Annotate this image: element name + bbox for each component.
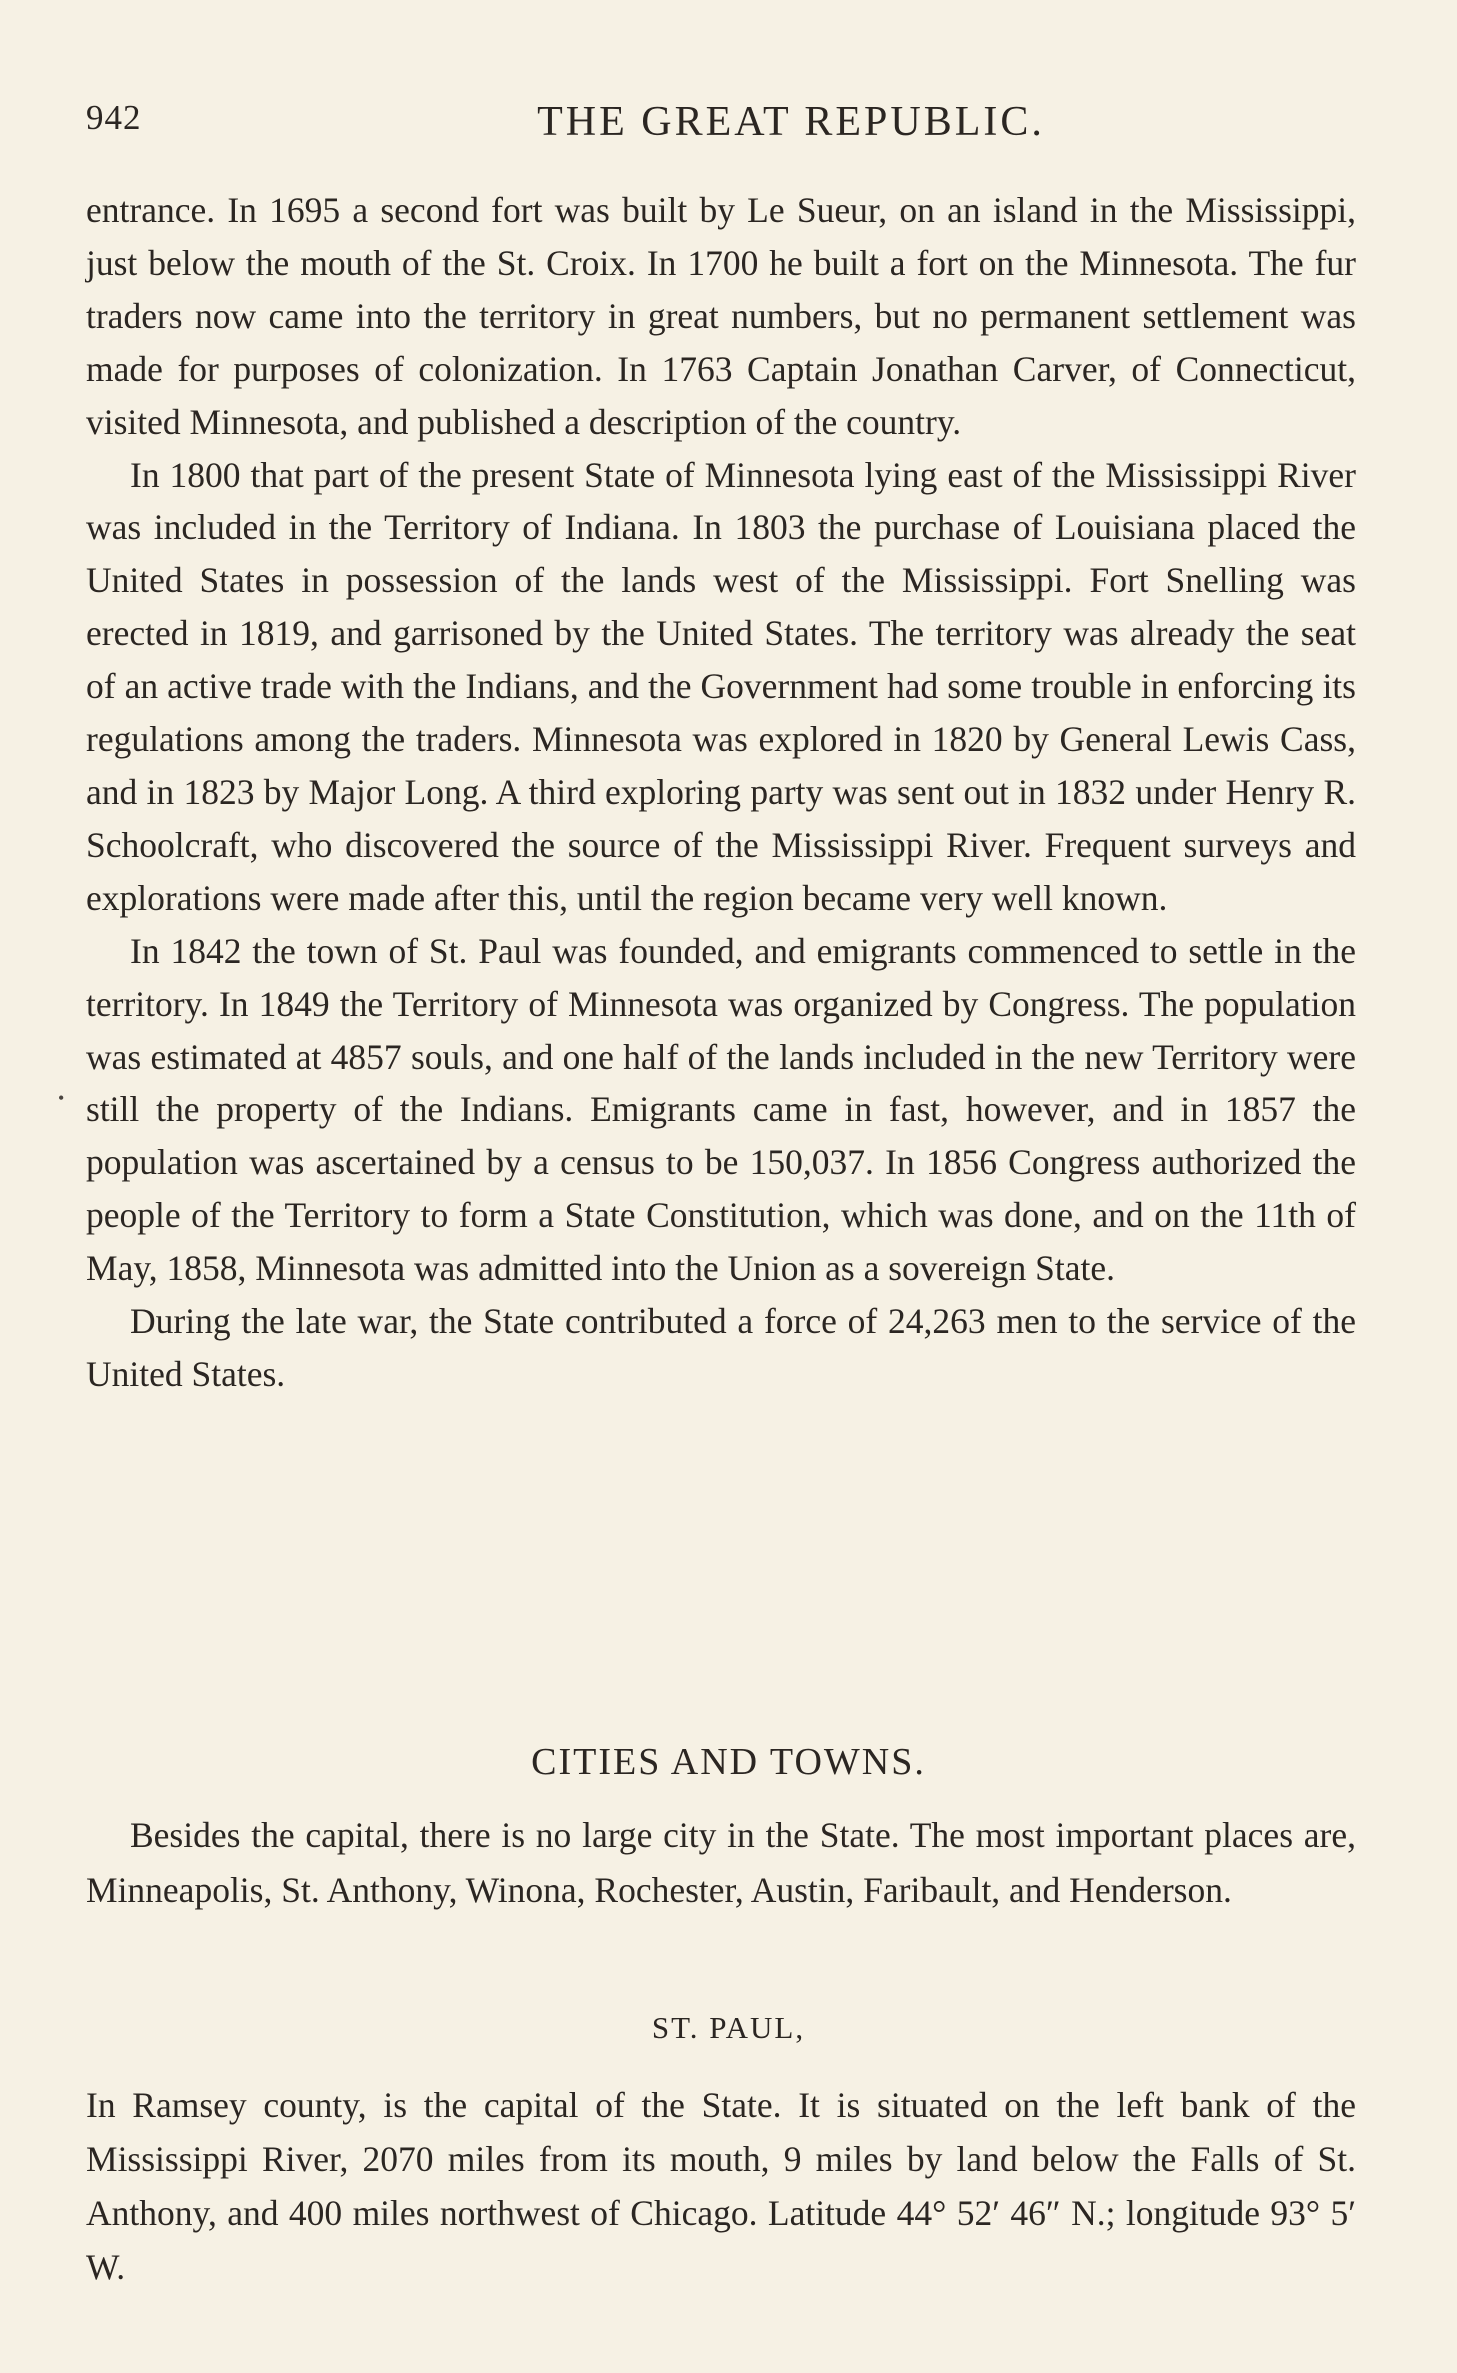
subsection-heading-st-paul: ST. PAUL,	[651, 2010, 806, 2045]
cities-text	[86, 1808, 1356, 1918]
section-heading-cities: CITIES AND TOWNS.	[531, 1741, 926, 1783]
paragraph-statehood: In 1842 the town of St. Paul was founded, and emigrants commenced to settle in the territory. In 1849 the Territory of Minnesota was organized by Congress. The population was estimated at 4857 souls, and one half of the lands included in the new Territory were still the property of the Indians. Emigrants came in fast, however, and in 1857 the population was ascertained by a census to be 150,037. In 1856 Congress authorized the people of the Territory to form a State Constitution, which was done, and on the 11th of May, 1858, Minnesota was admitted into the Union as a sovereign State.	[86, 930, 1356, 1289]
margin-mark: •	[58, 1088, 65, 1108]
paragraph-continuation: entrance. In 1695 a second fort was built by Le Sueur, on an island in the Mississippi, just below the mouth of the St. Croix. In 1700 he built a fort on the Minnesota. The fur traders now came into the territory in great numbers, but no permanent settlement was made for purposes of colonization. In 1763 Captain Jonathan Carver, of Connecticut, visited Minnesota, and published a description of the country.	[86, 190, 1356, 442]
paragraph-war-service: During the late war, the State contributed a force of 24,263 men to the service of the United States.	[86, 1301, 1356, 1394]
page-number: 942	[86, 98, 142, 137]
st-paul-text	[86, 2078, 1356, 2294]
paragraph-st-paul: In Ramsey county, is the capital of the State. It is situated on the left bank of the Mississippi River, 2070 miles from its mouth, 9 miles by land below the Falls of St. Anthony, and 400 miles northwest of Chicago. Latitude 44° 52′ 46″ N.; longitude 93° 5′ W.	[86, 2085, 1356, 2287]
running-title: THE GREAT REPUBLIC.	[537, 99, 1045, 145]
body-text	[86, 184, 1356, 1401]
running-head	[86, 98, 1356, 158]
paragraph-territory-history: In 1800 that part of the present State of Minnesota lying east of the Mississippi River was included in the Territory of Indiana. In 1803 the purchase of Louisiana placed the United States in possession of the lands west of the Mississippi. Fort Snelling was erected in 1819, and garrisoned by the United States. The territory was already the seat of an active trade with the Indians, and the Government had some trouble in enforcing its regulations among the traders. Minnesota was explored in 1820 by General Lewis Cass, and in 1823 by Major Long. A third exploring party was sent out in 1832 under Henry R. Schoolcraft, who discovered the source of the Mississippi River. Frequent surveys and explorations were made after this, until the region became very well known.	[86, 454, 1356, 918]
paragraph-cities: Besides the capital, there is no large city in the State. The most important places are, Minneapolis, St. Anthony, Winona, Rochester, Austin, Faribault, and Henderson.	[86, 1815, 1356, 1910]
